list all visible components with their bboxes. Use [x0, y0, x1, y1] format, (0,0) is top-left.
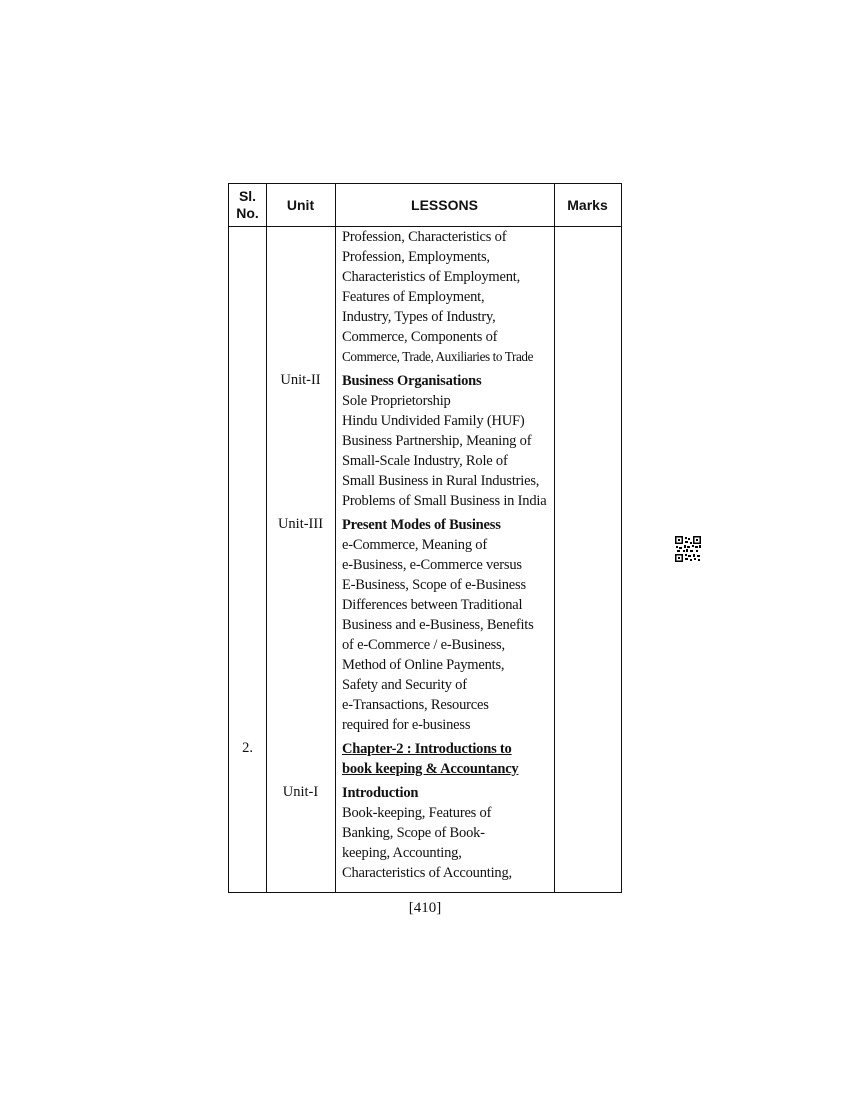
lesson-line: Characteristics of Employment,	[342, 269, 521, 285]
header-sl-no	[229, 184, 266, 226]
lesson-line: Banking, Scope of Book-	[342, 825, 485, 841]
lesson-line: of e-Commerce / e-Business,	[342, 637, 505, 653]
lesson-line: e-Transactions, Resources	[342, 697, 489, 713]
column-divider	[554, 184, 555, 892]
header-sl-no-line1: Sl.	[238, 188, 257, 204]
lesson-line: Safety and Security of	[342, 677, 467, 693]
lesson-line: Problems of Small Business in India	[342, 493, 547, 509]
header-marks: Marks	[567, 196, 608, 213]
section-heading-present-modes: Present Modes of Business	[342, 517, 501, 533]
lesson-line: Commerce, Components of	[342, 329, 498, 345]
syllabus-table	[228, 183, 622, 893]
page-number: [410]	[408, 900, 442, 916]
sl-no-2: 2.	[242, 740, 253, 756]
lesson-line: Book-keeping, Features of	[342, 805, 492, 821]
lesson-line: E-Business, Scope of e-Business	[342, 577, 526, 593]
lesson-line: Industry, Types of Industry,	[342, 309, 496, 325]
lesson-line: Features of Employment,	[342, 289, 485, 305]
lesson-line: Method of Online Payments,	[342, 657, 505, 673]
lesson-line: Profession, Characteristics of	[342, 229, 507, 245]
section-heading-business-organisations: Business Organisations	[342, 373, 482, 389]
lesson-line: Commerce, Trade, Auxiliaries to Trade	[342, 349, 534, 364]
qr-code-icon	[675, 536, 701, 562]
lesson-line: keeping, Accounting,	[342, 845, 462, 861]
lesson-line: Business and e-Business, Benefits	[342, 617, 534, 633]
lesson-line: Sole Proprietorship	[342, 393, 451, 409]
lesson-line: Business Partnership, Meaning of	[342, 433, 532, 449]
lesson-line: Hindu Undivided Family (HUF)	[342, 413, 525, 429]
lesson-line: Small Business in Rural Industries,	[342, 473, 540, 489]
header-sl-no-line2: No.	[236, 205, 259, 221]
header-unit: Unit	[286, 196, 315, 213]
chapter-heading-line1: Chapter-2 : Introductions to	[342, 741, 512, 757]
lessons-column	[342, 227, 554, 883]
chapter-heading-line2: book keeping & Accountancy	[342, 761, 519, 777]
lesson-line: Characteristics of Accounting,	[342, 865, 512, 881]
unit-label-unit-3: Unit-III	[277, 516, 324, 532]
lesson-line: Profession, Employments,	[342, 249, 490, 265]
unit-label-unit-2: Unit-II	[280, 372, 321, 388]
lesson-line: required for e-business	[342, 717, 471, 733]
section-heading-introduction: Introduction	[342, 785, 419, 801]
header-lessons: LESSONS	[411, 196, 478, 213]
lesson-line: Small-Scale Industry, Role of	[342, 453, 508, 469]
column-divider	[335, 184, 336, 892]
lesson-line: Differences between Traditional	[342, 597, 523, 613]
lesson-line: e-Business, e-Commerce versus	[342, 557, 522, 573]
lesson-line: e-Commerce, Meaning of	[342, 537, 487, 553]
unit-label-unit-1: Unit-I	[282, 784, 319, 800]
